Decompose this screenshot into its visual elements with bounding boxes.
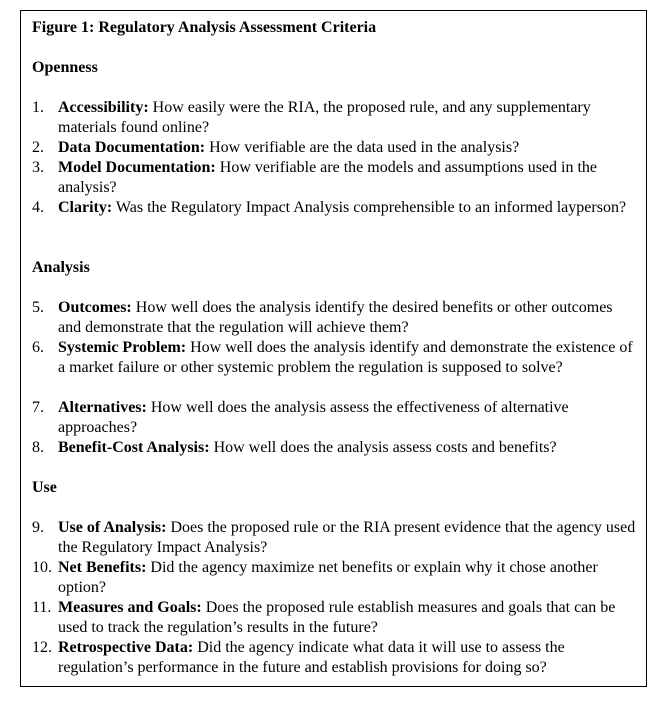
criterion-item-9 [32, 518, 637, 558]
item-content [58, 638, 637, 678]
criterion-item-2 [32, 138, 637, 158]
item-text: Does the proposed rule or the RIA present evidence that the agency used the Regulatory Impact Analysis? [58, 519, 636, 556]
criterion-item-11 [32, 598, 637, 638]
item-number: 2. [32, 139, 44, 156]
item-term: Model Documentation: [58, 159, 216, 176]
item-text: How verifiable are the data used in the analysis? [205, 139, 520, 156]
criterion-item-7 [32, 398, 637, 438]
item-content [58, 298, 637, 338]
item-number: 10. [32, 559, 52, 576]
item-number: 1. [32, 99, 44, 116]
item-text: Does the proposed rule establish measures and goals that can be used to track the regulation’s results in the future? [58, 599, 616, 636]
item-content [58, 438, 637, 458]
item-number: 3. [32, 159, 44, 176]
item-content [58, 518, 637, 558]
item-content [58, 558, 637, 598]
item-term: Outcomes: [58, 299, 132, 316]
item-term: Accessibility: [58, 99, 149, 116]
item-text: How easily were the RIA, the proposed rule, and any supplementary materials found online? [58, 99, 591, 136]
item-number: 4. [32, 199, 44, 216]
item-term: Data Documentation: [58, 139, 206, 156]
item-text: Did the agency maximize net benefits or explain why it chose another option? [58, 559, 598, 596]
criterion-item-8 [32, 438, 637, 458]
item-content [58, 98, 637, 138]
item-term: Measures and Goals: [58, 599, 202, 616]
item-text: How well does the analysis identify the desired benefits or other outcomes and demonstrate that the regulation will achieve them? [58, 299, 613, 336]
item-number: 7. [32, 399, 44, 416]
item-number: 5. [32, 299, 44, 316]
item-number: 11. [32, 599, 52, 616]
item-term: Systemic Problem: [58, 339, 187, 356]
item-content [58, 158, 637, 198]
item-text: How verifiable are the models and assumptions used in the analysis? [58, 159, 598, 196]
item-text: Did the agency indicate what data it will use to assess the regulation’s performance in the future and establish provisions for doing so? [58, 639, 565, 676]
item-term: Net Benefits: [58, 559, 147, 576]
criterion-item-12 [32, 638, 637, 678]
section-heading-use: Use [32, 479, 57, 496]
criterion-item-6 [32, 338, 637, 378]
criterion-item-3 [32, 158, 637, 198]
criterion-item-5 [32, 298, 637, 338]
item-content [58, 598, 637, 638]
criterion-item-10 [32, 558, 637, 598]
item-term: Clarity: [58, 199, 113, 216]
item-number: 6. [32, 339, 44, 356]
criterion-item-1 [32, 98, 637, 138]
item-number: 12. [32, 639, 52, 656]
figure-title: Figure 1: Regulatory Analysis Assessment Criteria [32, 19, 377, 36]
item-number: 8. [32, 439, 44, 456]
item-number: 9. [32, 519, 44, 536]
item-term: Retrospective Data: [58, 639, 194, 656]
item-text: Was the Regulatory Impact Analysis comprehensible to an informed layperson? [112, 199, 627, 216]
figure-frame [20, 10, 647, 687]
item-content [58, 198, 637, 218]
criterion-item-4 [32, 198, 637, 218]
item-content [58, 138, 637, 158]
item-text: How well does the analysis identify and demonstrate the existence of a market failure or other systemic problem the regulation is supposed to solve? [58, 339, 633, 376]
section-heading-openness: Openness [32, 59, 98, 76]
item-term: Alternatives: [58, 399, 147, 416]
section-heading-analysis: Analysis [32, 259, 90, 276]
item-content [58, 338, 637, 378]
item-term: Use of Analysis: [58, 519, 167, 536]
item-content [58, 398, 637, 438]
item-term: Benefit-Cost Analysis: [58, 439, 210, 456]
item-text: How well does the analysis assess costs and benefits? [209, 439, 557, 456]
item-text: How well does the analysis assess the effectiveness of alternative approaches? [58, 399, 569, 436]
